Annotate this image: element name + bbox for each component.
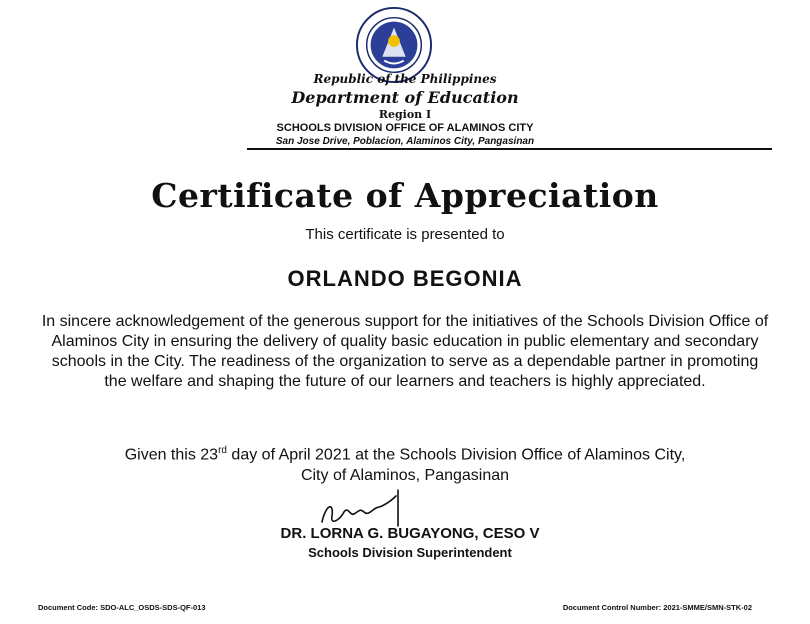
office-name: SCHOOLS DIVISION OFFICE OF ALAMINOS CITY xyxy=(276,122,534,134)
certificate-body: In sincere acknowledgement of the generous support for the initiatives of the Schools Division Office of Alaminos City in ensuring the delivery of quality basic education in public elementary and secondary schools in the City. The readiness of the organization to serve as a dependable partner in promoting the welfare and shaping the future of our learners and teachers is highly appreciated. xyxy=(41,313,769,390)
header-divider xyxy=(247,148,772,150)
certificate-title: Certificate of Appreciation xyxy=(151,176,659,215)
given-prefix: Given this 23 xyxy=(124,446,219,464)
given-suffix: day of April 2021 at the Schools Division Office of Alaminos City, xyxy=(226,446,686,464)
office-address: San Jose Drive, Poblacion, Alaminos City, Pangasinan xyxy=(275,136,535,147)
document-control-number: Document Control Number: 2021-SMME/SMN-STK-02 xyxy=(562,603,752,612)
presented-to-line: This certificate is presented to xyxy=(305,226,505,243)
document-code: Document Code: SDO-ALC_OSDS-SDS-QF-013 xyxy=(38,603,206,612)
signatory-position: Schools Division Superintendent xyxy=(308,545,512,560)
given-location: City of Alaminos, Pangasinan xyxy=(300,467,510,485)
recipient-name: ORLANDO BEGONIA xyxy=(287,266,523,291)
republic-line: Republic of the Philippines xyxy=(313,72,497,86)
given-statement xyxy=(40,440,770,486)
department-name: Department of Education xyxy=(291,88,519,107)
given-ordinal: rd xyxy=(218,445,227,456)
region-line: Region I xyxy=(378,108,432,121)
signatory-name: DR. LORNA G. BUGAYONG, CESO V xyxy=(280,525,540,542)
